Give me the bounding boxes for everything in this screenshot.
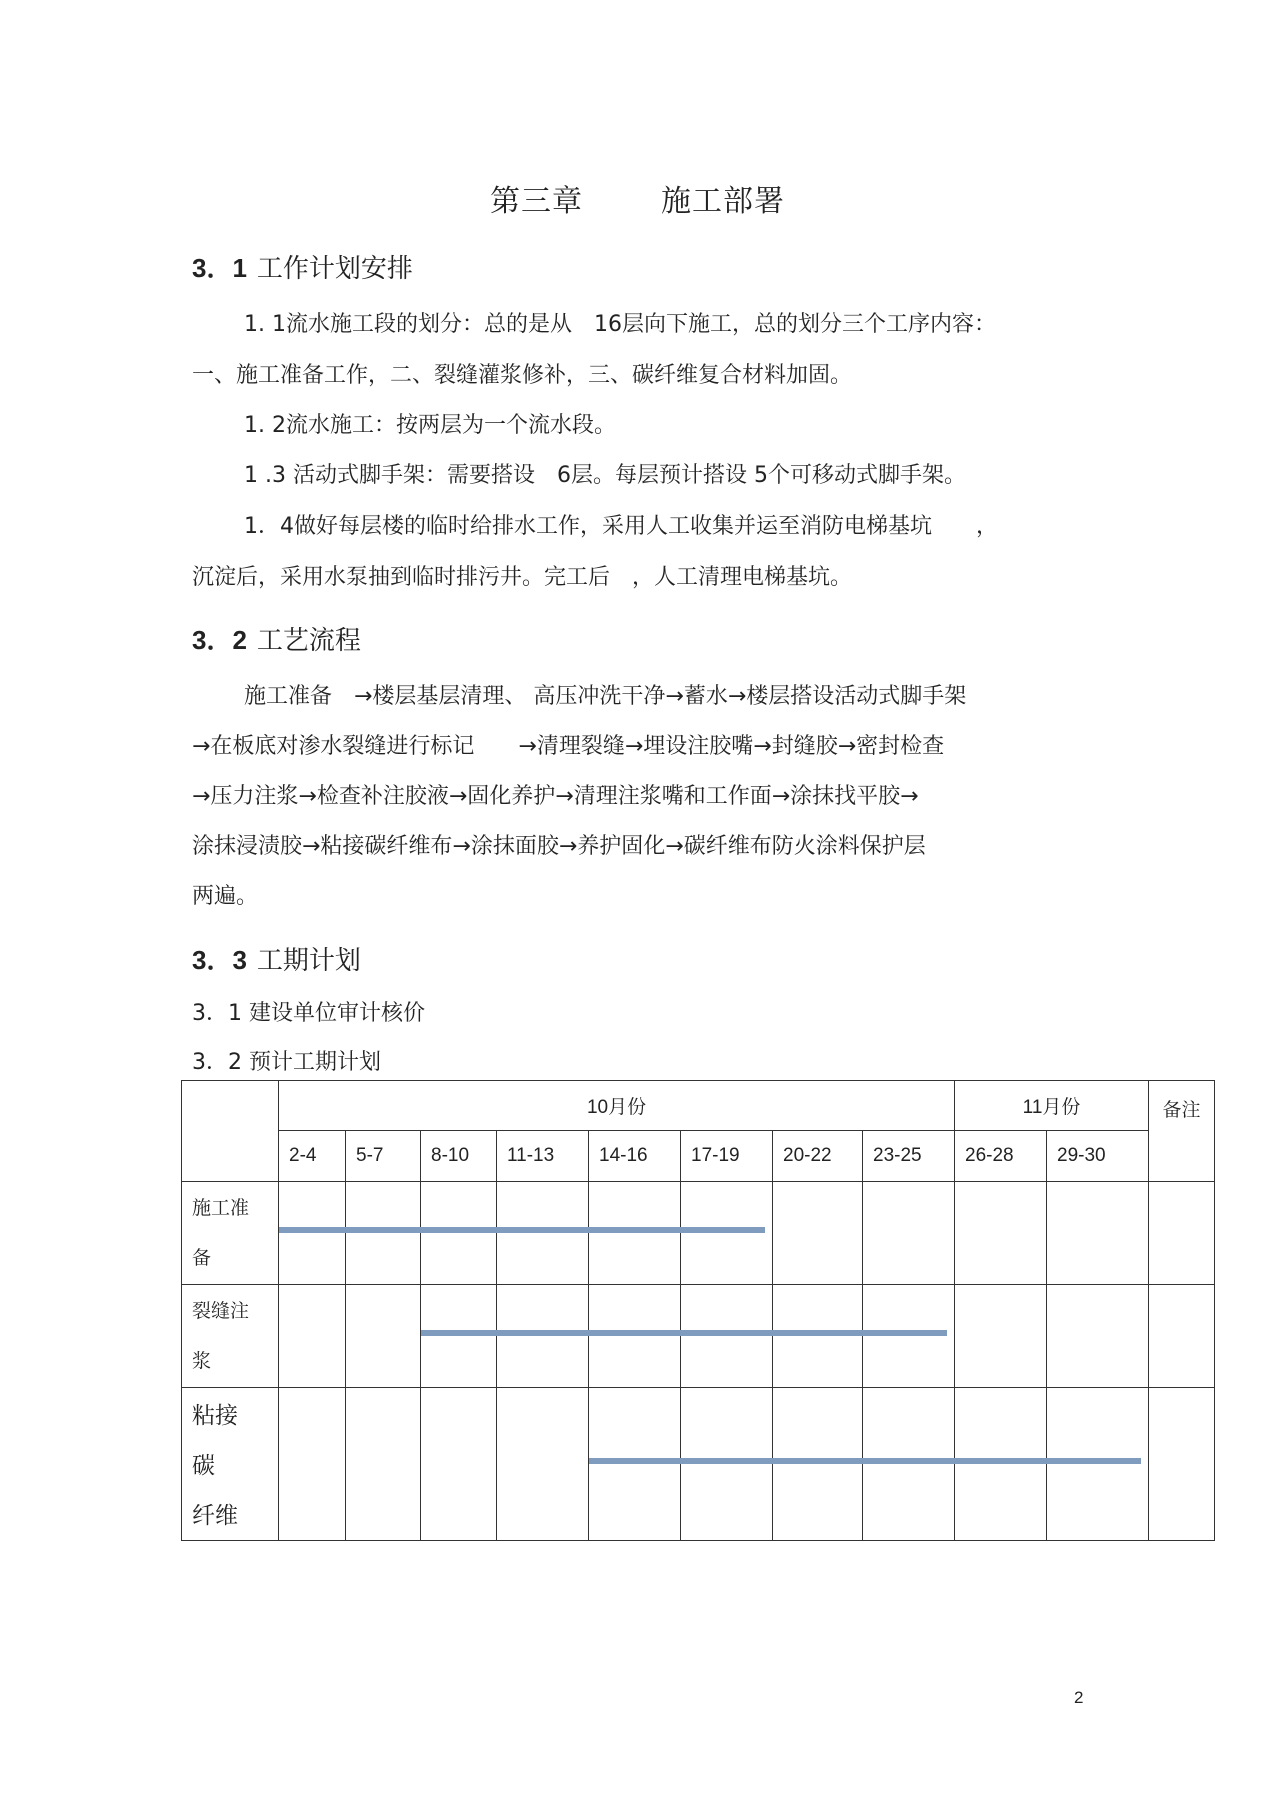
subsection-schedule: 3．2 预计工期计划: [192, 1050, 381, 1075]
page-number: 2: [1074, 1688, 1084, 1707]
period-cell: 8-10: [421, 1131, 497, 1182]
period-cell: 2-4: [279, 1131, 346, 1182]
gantt-bar: [421, 1330, 947, 1336]
corner-cell: [182, 1081, 279, 1182]
chapter-number: 第三章: [490, 184, 583, 219]
task-row-carbon-fiber: [182, 1388, 1215, 1541]
period-cell: 11-13: [497, 1131, 589, 1182]
section-number: 3．2: [192, 625, 247, 655]
period-cell: 5-7: [346, 1131, 421, 1182]
paragraph-1-4-line-2: 沉淀后，采用水泵抽到临时排污井。完工后 ，人工清理电梯基坑。: [192, 565, 853, 590]
paragraph-1-1-line-2: 一、施工准备工作，二、裂缝灌浆修补，三、碳纤维复合材料加固。: [192, 363, 853, 388]
process-flow-line-1: 施工准备 →楼层基层清理、 高压冲洗干净→蓄水→楼层搭设活动式脚手架: [244, 684, 967, 709]
chapter-name: 施工部署: [661, 184, 785, 219]
paragraph-1-4-line-1: 1．4做好每层楼的临时给排水工作，采用人工收集并运至消防电梯基坑 ，: [244, 514, 998, 539]
period-cell: 20-22: [773, 1131, 863, 1182]
task-label: 粘接 碳 纤维: [182, 1388, 279, 1541]
period-cell: 17-19: [681, 1131, 773, 1182]
period-cell: 29-30: [1047, 1131, 1149, 1182]
process-flow-line-3: →压力注浆→检查补注胶液→固化养护→清理注浆嘴和工作面→涂抹找平胶→: [192, 784, 919, 809]
task-row-preparation: [182, 1182, 1215, 1285]
month-header-row: [182, 1081, 1215, 1131]
section-heading-3-2: [192, 620, 361, 657]
period-cell: 23-25: [863, 1131, 955, 1182]
task-label: 施工准 备: [182, 1182, 279, 1285]
month-november: 11月份: [955, 1081, 1149, 1131]
period-cell: 14-16: [589, 1131, 681, 1182]
paragraph-1-3: 1 .3 活动式脚手架：需要搭设 6层。每层预计搭设 5个可移动式脚手架。: [244, 463, 966, 488]
task-label: 裂缝注 浆: [182, 1285, 279, 1388]
paragraph-1-1-line-1: 1. 1流水施工段的划分：总的是从 16层向下施工，总的划分三个工序内容：: [244, 312, 996, 337]
schedule-table: [181, 1080, 1214, 1536]
section-title: 工作计划安排: [256, 254, 413, 284]
section-number: 3．3: [192, 945, 247, 975]
period-cell: 26-28: [955, 1131, 1047, 1182]
section-heading-3-1: [192, 248, 413, 285]
task-row-crack-grouting: [182, 1285, 1215, 1388]
process-flow-line-4: 涂抹浸渍胶→粘接碳纤维布→涂抹面胶→养护固化→碳纤维布防火涂料保护层: [192, 834, 926, 859]
section-heading-3-3: [192, 940, 361, 977]
process-flow-line-5: 两遍。: [192, 884, 259, 909]
gantt-bar: [279, 1227, 765, 1233]
section-title: 工艺流程: [256, 626, 361, 656]
process-flow-line-2: →在板底对渗水裂缝进行标记 →清理裂缝→埋设注胶嘴→封缝胶→密封检查: [192, 734, 945, 759]
subsection-audit: 3．1 建设单位审计核价: [192, 1001, 425, 1026]
paragraph-1-2: 1. 2流水施工：按两层为一个流水段。: [244, 413, 616, 438]
gantt-bar: [589, 1458, 1141, 1464]
section-title: 工期计划: [256, 946, 361, 976]
period-header-row: [182, 1131, 1215, 1182]
chapter-title: [0, 176, 1275, 220]
section-number: 3．1: [192, 253, 247, 283]
remark-header: 备注: [1149, 1081, 1215, 1182]
month-october: 10月份: [279, 1081, 955, 1131]
